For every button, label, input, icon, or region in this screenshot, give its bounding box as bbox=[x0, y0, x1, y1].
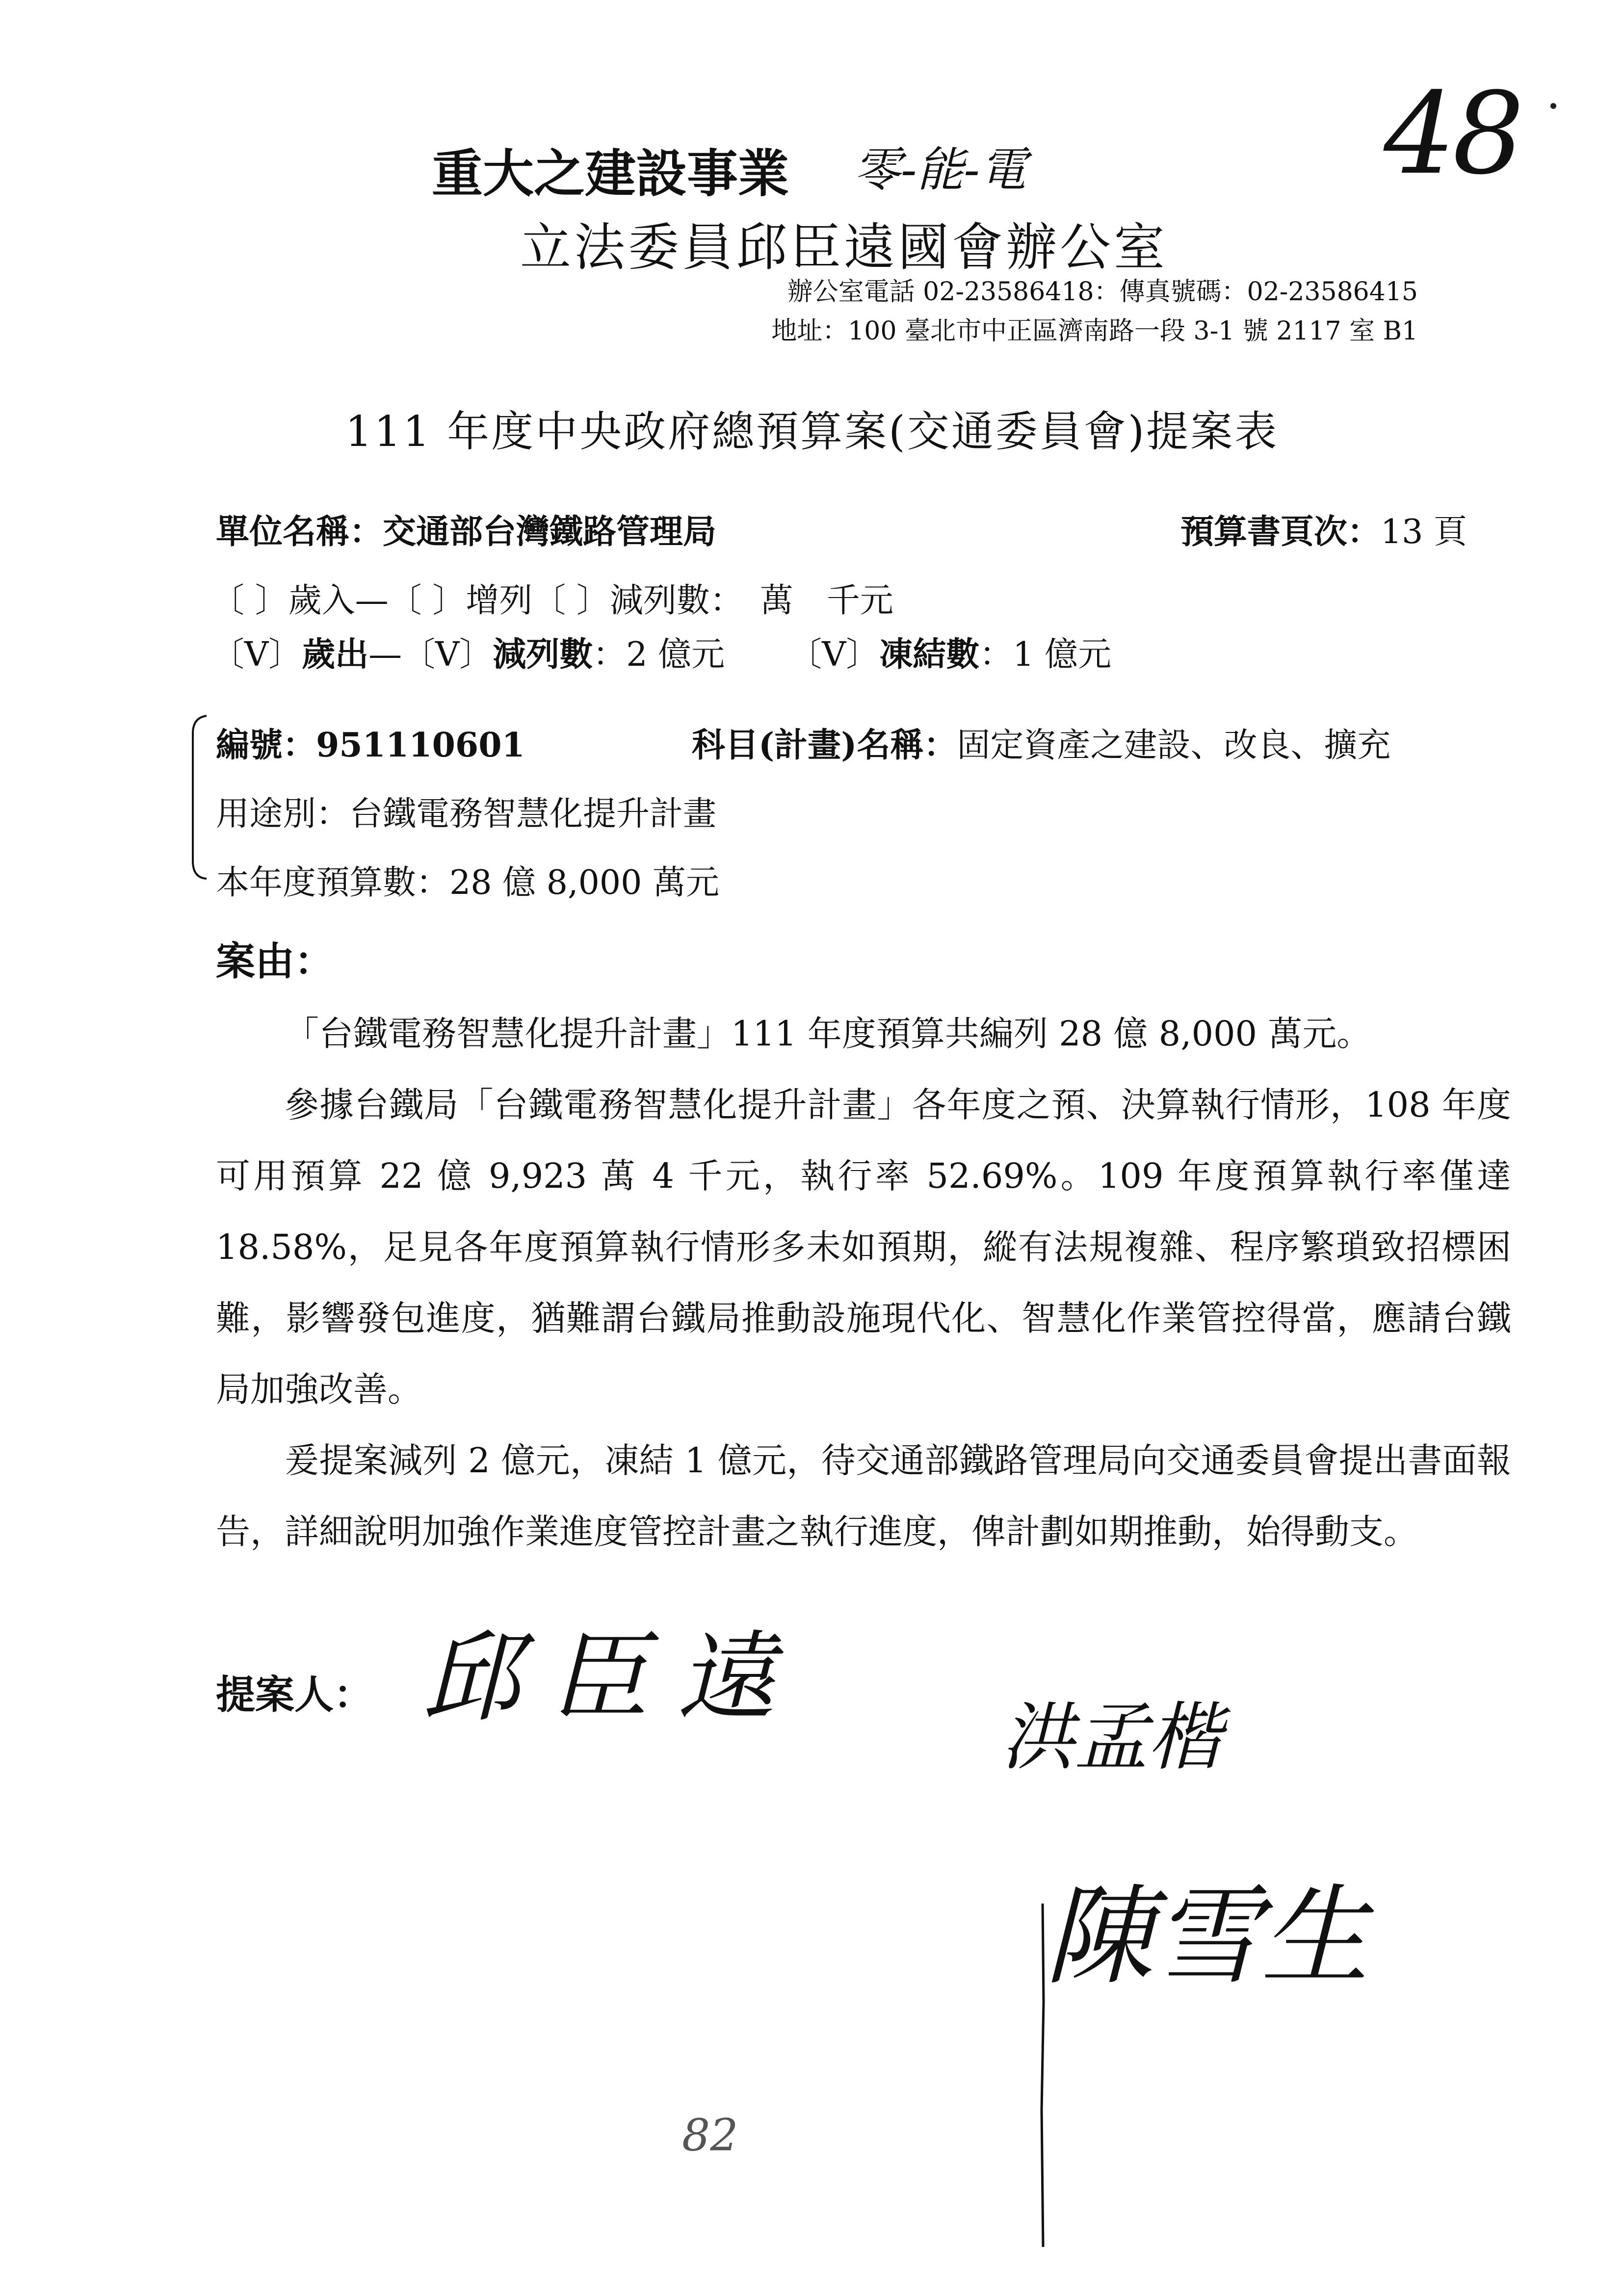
page-number: 48 bbox=[1384, 69, 1521, 200]
unit-line bbox=[216, 505, 716, 553]
scribble-mark: 82 bbox=[682, 2110, 738, 2161]
revenue-line: 〔 〕歲入—〔 〕增列〔 〕減列數： 萬 千元 bbox=[211, 581, 893, 620]
unit-label: 單位名稱： bbox=[216, 512, 383, 551]
unit-value: 交通部台灣鐵路管理局 bbox=[383, 512, 717, 551]
usage-line: 用途別：台鐵電務智慧化提升計畫 bbox=[216, 795, 717, 834]
expenditure-checkbox: 〔V〕 bbox=[211, 635, 302, 674]
subject-label: 科目(計畫)名稱： bbox=[692, 726, 957, 765]
signature-stroke bbox=[1038, 1904, 1048, 2247]
freeze-checkbox: 〔V〕 bbox=[788, 635, 880, 674]
stamp-label: 重大之建設事業 bbox=[432, 143, 789, 204]
expenditure-dash: —〔V〕 bbox=[368, 635, 493, 674]
cut-label: 減列數 bbox=[493, 635, 593, 674]
signature-3: 陳雪生 bbox=[1045, 1874, 1369, 1999]
page-ref-value: 13 頁 bbox=[1380, 513, 1467, 551]
page-ref-label: 預算書頁次： bbox=[1180, 512, 1381, 551]
reason-paragraph-2: 參據台鐵局「台鐵電務智慧化提升計畫」各年度之預、決算執行情形，108 年度可用預算 22 億 9,923 萬 4 千元，執行率 52.69%。109 年度預算執行率僅達 18.58%，足見各年度預算執行情形多未如預期，縱有法規複雜、程序繁瑣致招標困難，影響發包進度，猶難謂台鐵局推動設施現代化、智慧化作業管控得當，應請台鐵局加強改善。 bbox=[216, 1085, 1511, 1409]
freeze-value: ：1 億元 bbox=[979, 635, 1112, 674]
freeze-label: 凍結數 bbox=[879, 635, 980, 674]
signature-2: 洪孟楷 bbox=[1001, 1695, 1222, 1780]
cut-value: ：2 億元 bbox=[593, 635, 725, 674]
office-phone: 辦公室電話 02-23586418：傳真號碼：02-23586415 bbox=[787, 277, 1418, 307]
form-title: 111 年度中央政府總預算案(交通委員會)提案表 bbox=[345, 407, 1279, 456]
code-label: 編號： bbox=[216, 726, 316, 765]
reason-paragraph-3: 爰提案減列 2 億元，凍結 1 億元，待交通部鐵路管理局向交通委員會提出書面報告，詳細說明加強作業進度管控計畫之執行進度，俾計劃如期推動，始得動支。 bbox=[216, 1440, 1511, 1552]
page-ref bbox=[1180, 505, 1467, 553]
office-title: 立法委員邱臣遠國會辦公室 bbox=[520, 217, 1168, 277]
ink-dot bbox=[1550, 103, 1556, 109]
expenditure-label: 歲出 bbox=[302, 635, 369, 674]
proposer-label: 提案人： bbox=[216, 1671, 373, 1718]
subject-value: 固定資產之建設、改良、擴充 bbox=[957, 726, 1391, 765]
budget-line: 本年度預算數：28 億 8,000 萬元 bbox=[216, 863, 720, 902]
code-line bbox=[216, 719, 525, 766]
office-address: 地址：100 臺北市中正區濟南路一段 3-1 號 2117 室 B1 bbox=[771, 316, 1418, 346]
reason-body bbox=[216, 998, 1511, 1567]
reason-paragraph-1: 「台鐵電務智慧化提升計畫」111 年度預算共編列 28 億 8,000 萬元。 bbox=[285, 1014, 1371, 1054]
signature-1: 邱臣遠 bbox=[422, 1621, 805, 1735]
reason-heading: 案由： bbox=[216, 938, 334, 984]
expenditure-line bbox=[211, 628, 1111, 676]
subject-line bbox=[692, 719, 1390, 766]
stamp-handwriting: 零-能-電 bbox=[854, 142, 1027, 197]
code-value: 951110601 bbox=[316, 726, 525, 765]
left-brace bbox=[189, 714, 209, 881]
